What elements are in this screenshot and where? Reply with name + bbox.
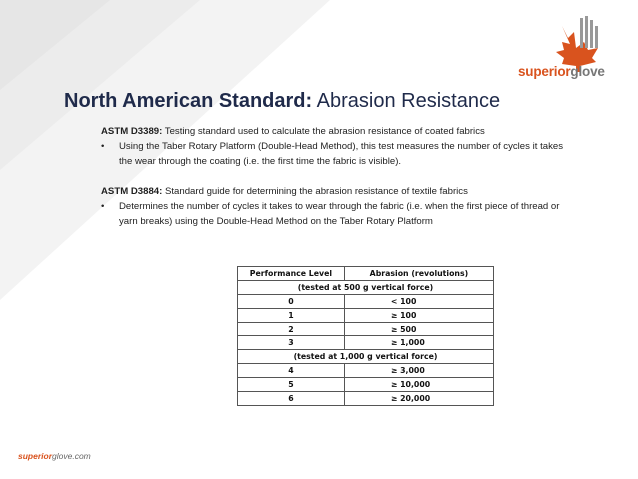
abrasion-performance-table	[237, 266, 494, 406]
level-cell: 5	[238, 378, 345, 392]
standard-description: Testing standard used to calculate the abrasion resistance of coated fabrics	[162, 126, 485, 137]
bullet-symbol: •	[101, 200, 105, 212]
abrasion-cell: ≥ 3,000	[344, 364, 493, 378]
bullet-text: Determines the number of cycles it takes to wear through the fabric (i.e. when the first piece of thread or yarn breaks) using the Double-Head Method on the Taber Rotary Platform	[119, 200, 560, 228]
level-cell: 4	[238, 364, 345, 378]
brand-logo-text: superiorglove	[518, 64, 605, 79]
bullet-symbol: •	[101, 141, 105, 153]
header-abrasion: Abrasion (revolutions)	[344, 267, 493, 281]
bullet-item	[101, 199, 571, 229]
footer-website[interactable]: superiorglove.com	[18, 451, 91, 461]
section-astm-d3884	[101, 184, 571, 199]
abrasion-cell: ≥ 1,000	[344, 336, 493, 350]
note-1000g: (tested at 1,000 g vertical force)	[238, 350, 494, 364]
standard-code: ASTM D3884:	[101, 185, 163, 197]
header-performance-level: Performance Level	[238, 267, 345, 281]
table-header-row	[238, 267, 494, 281]
table-row	[238, 364, 494, 378]
level-cell: 3	[238, 336, 345, 350]
level-cell: 2	[238, 322, 345, 336]
level-cell: 0	[238, 294, 345, 308]
abrasion-cell: ≥ 500	[344, 322, 493, 336]
level-cell: 1	[238, 308, 345, 322]
section-astm-d3389	[101, 124, 571, 139]
table-row	[238, 322, 494, 336]
standard-description: Standard guide for determining the abrasion resistance of textile fabrics	[162, 185, 468, 197]
abrasion-cell: ≥ 20,000	[344, 392, 493, 406]
table-row	[238, 308, 494, 322]
standard-code: ASTM D3389:	[101, 126, 163, 137]
abrasion-cell: ≥ 10,000	[344, 378, 493, 392]
note-500g: (tested at 500 g vertical force)	[238, 280, 494, 294]
bullet-item	[101, 139, 571, 169]
level-cell: 6	[238, 392, 345, 406]
table-row	[238, 378, 494, 392]
title-regular: Abrasion Resistance	[312, 90, 501, 112]
abrasion-cell: < 100	[344, 294, 493, 308]
abrasion-cell: ≥ 100	[344, 308, 493, 322]
table-note-row	[238, 280, 494, 294]
bullet-text: Using the Taber Rotary Platform (Double-Head Method), this test measures the number of cycles it takes the wear through the coating (i.e. the first time the fabric is visible).	[119, 141, 563, 168]
table-row	[238, 336, 494, 350]
slide-title	[64, 90, 624, 113]
table-row	[238, 392, 494, 406]
table-note-row	[238, 350, 494, 364]
table-row	[238, 294, 494, 308]
title-bold: North American Standard:	[64, 90, 313, 112]
body-text	[101, 124, 571, 229]
